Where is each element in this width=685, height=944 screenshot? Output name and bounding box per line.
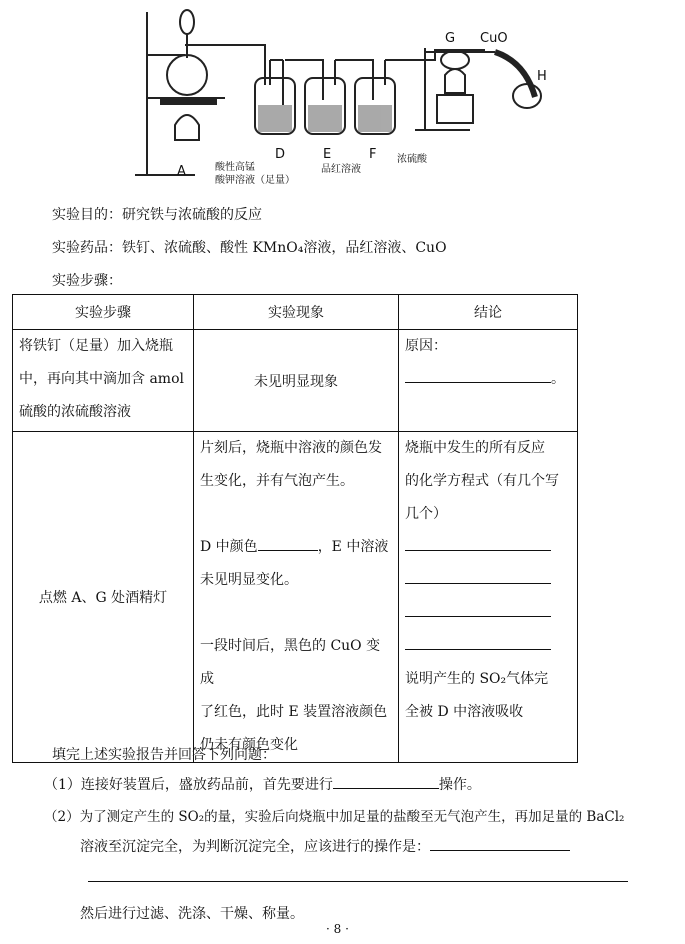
purpose-line: 实验目的：研究铁与浓硫酸的反应	[52, 207, 262, 223]
step-cell-1: 将铁钉（足量）加入烧瓶 中，再向其中滴加含 amol 硫酸的浓硫酸溶液	[13, 330, 194, 432]
label-nongliusuan: 浓硫酸	[397, 154, 427, 165]
label-G: G	[445, 31, 456, 46]
q2-blank-2[interactable]	[88, 881, 628, 882]
questions-intro: 填完上述实验报告并回答下列问题：	[52, 747, 276, 763]
header-conclusion: 结论	[399, 295, 578, 330]
reason-blank[interactable]	[405, 368, 551, 383]
report-table	[12, 294, 578, 763]
question-2-line2: 溶液至沉淀完全，为判断沉淀完全，应该进行的操作是：	[80, 836, 570, 856]
header-phenomenon: 实验现象	[194, 295, 399, 330]
label-CuO: CuO	[480, 31, 508, 46]
question-1: （1）连接好装置后，盛放药品前，首先要进行 操作。	[44, 774, 481, 794]
phenomenon-cell-1: 未见明显现象	[194, 330, 399, 432]
conclusion-cell-2: 烧瓶中发生的所有反应 的化学方程式（有几个写 几个） 说明产生的 SO₂气体完 全被 D 中溶液吸收	[399, 432, 578, 763]
label-A: A	[177, 164, 186, 179]
table-row	[13, 432, 578, 763]
conclusion-cell-1: 原因： 。	[399, 330, 578, 432]
label-E: E	[323, 147, 332, 162]
step-cell-2: 点燃 A、G 处酒精灯	[13, 432, 194, 763]
equation-blank-4[interactable]	[405, 635, 551, 650]
label-kmno4-1: 酸性高锰	[215, 162, 255, 173]
table-row	[13, 330, 578, 432]
label-F: F	[369, 147, 377, 162]
apparatus-figure	[125, 0, 555, 195]
label-kmno4-2: 酸钾溶液（足量）	[215, 175, 295, 186]
d-color-blank[interactable]	[258, 536, 318, 551]
table-header-row	[13, 295, 578, 330]
q2-blank-1[interactable]	[430, 836, 570, 851]
reagents-line: 实验药品：铁钉、浓硫酸、酸性 KMnO₄溶液，品红溶液、CuO	[52, 240, 447, 256]
steps-label: 实验步骤：	[52, 273, 122, 289]
question-2-line4: 然后进行过滤、洗涤、干燥、称量。	[80, 906, 304, 922]
label-pinhong: 品红溶液	[321, 164, 361, 175]
q1-blank[interactable]	[333, 774, 439, 789]
phenomenon-cell-2: 片刻后，烧瓶中溶液的颜色发 生变化，并有气泡产生。 D 中颜色 ，E 中溶液 未见明显变化。 一段时间后，黑色的 CuO 变成 了红色，此时 E 装置溶液颜色 仍未有颜色变化	[194, 432, 399, 763]
equation-blank-3[interactable]	[405, 602, 551, 617]
equation-blank-2[interactable]	[405, 569, 551, 584]
page-number: · 8 ·	[326, 922, 349, 936]
question-2-line1: （2）为了测定产生的 SO₂的量，实验后向烧瓶中加足量的盐酸至无气泡产生，再加足量的 BaCl₂	[44, 809, 625, 825]
label-D: D	[275, 147, 286, 162]
header-steps: 实验步骤	[13, 295, 194, 330]
equation-blank-1[interactable]	[405, 536, 551, 551]
label-H: H	[537, 69, 547, 84]
